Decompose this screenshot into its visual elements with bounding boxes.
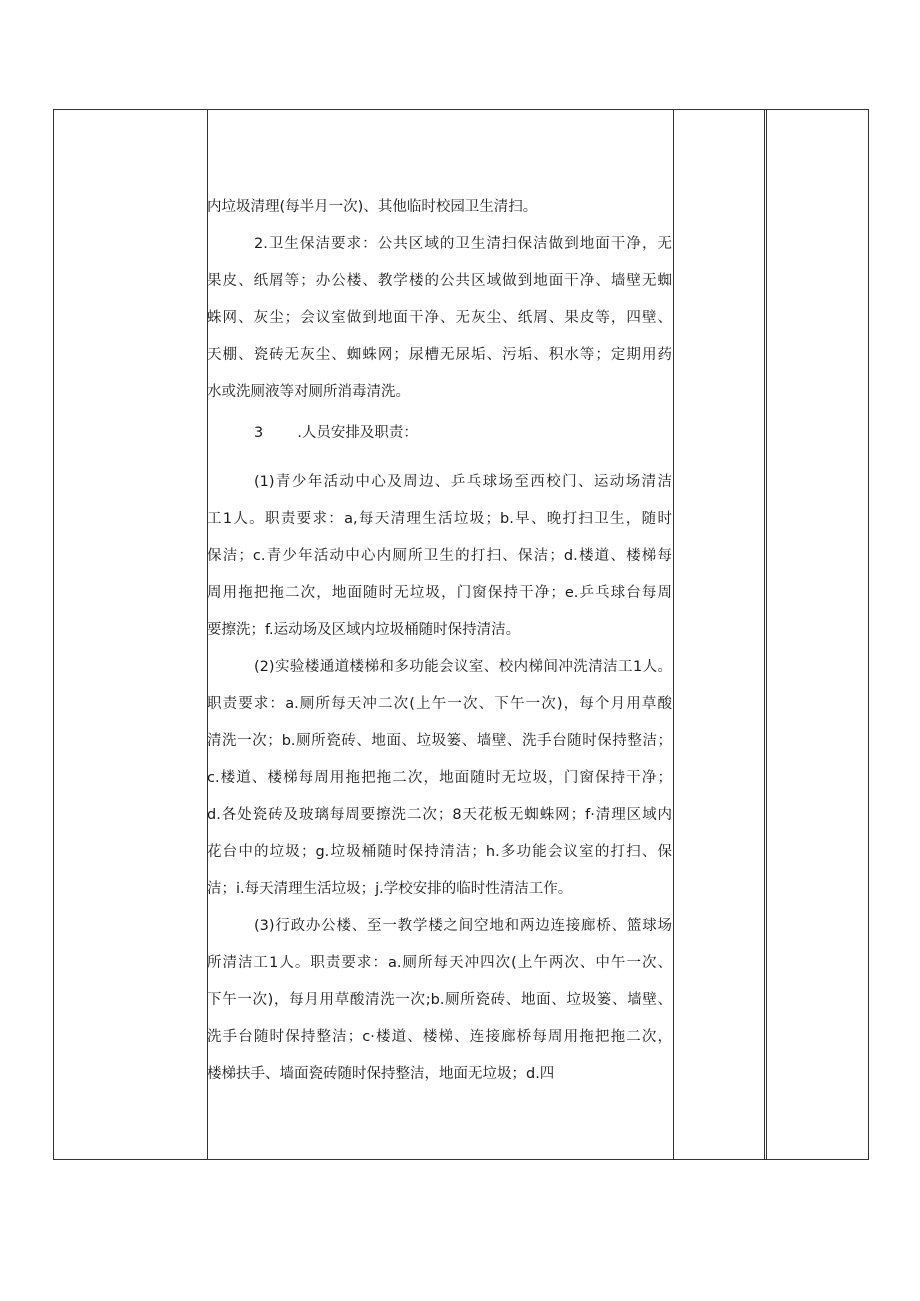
text-line: (3)行政办公楼、至一教学楼之间空地和两边连接廊桥、篮球场 xyxy=(254,918,672,934)
heading-text: .人员安排及职责： xyxy=(297,425,418,441)
text-line: (1)青少年活动中心及周边、乒乓球场至西校门、运动场清洁 xyxy=(254,474,672,490)
text-line: 水或洗厕液等对厕所消毒清洗。 xyxy=(207,384,410,400)
section-heading-3 xyxy=(207,415,672,452)
heading-number: 3 xyxy=(254,425,264,441)
text-line: 清洗一次；b.厕所瓷砖、地面、垃圾篓、墙壁、洗手台随时保持整洁； xyxy=(207,733,672,749)
column-divider-2 xyxy=(673,110,674,1159)
text-line: 花台中的垃圾；g.垃圾桶随时保持清洁；h.多功能会议室的打扫、保 xyxy=(207,844,672,860)
text-line: 蛛网、灰尘；会议室做到地面干净、无灰尘、纸屑、果皮等，四壁、 xyxy=(207,310,672,326)
text-line: d.各处瓷砖及玻璃每周要擦洗二次；8天花板无蜘蛛网；f·清理区域内 xyxy=(207,807,672,823)
text-line: 保洁；c.青少年活动中心内厕所卫生的打扫、保洁；d.楼道、楼梯每 xyxy=(207,548,672,564)
text-line: c.楼道、楼梯每周用拖把拖二次，地面随时无垃圾，门窗保持干净； xyxy=(207,770,672,786)
text-line: 2.卫生保洁要求：公共区域的卫生清扫保洁做到地面干净，无 xyxy=(254,236,672,252)
text-line: 周用拖把拖二次，地面随时无垃圾，门窗保持干净；e.乒乓球台每周 xyxy=(207,585,672,601)
text-line: 要擦洗；f.运动场及区域内垃圾桶随时保持清洁。 xyxy=(207,622,521,638)
text-line: 楼梯扶手、墙面瓷砖随时保持整洁，地面无垃圾；d.四 xyxy=(207,1066,555,1082)
table-content-cell xyxy=(207,189,672,1093)
text-line: 内垃圾清理(每半月一次)、其他临时校园卫生清扫。 xyxy=(207,199,538,215)
text-line: 工1人。职责要求：a,每天清理生活垃圾；b.早、晚打扫卫生，随时 xyxy=(207,511,672,527)
text-line: 天棚、瓷砖无灰尘、蜘蛛网；尿槽无尿垢、污垢、积水等；定期用药 xyxy=(207,347,672,363)
text-line: (2)实验楼通道楼梯和多功能会议室、校内梯间冲洗清洁工1人。 xyxy=(254,659,672,675)
text-line: 职责要求：a.厕所每天冲二次(上午一次、下午一次)，每个月用草酸 xyxy=(207,696,672,712)
text-line: 果皮、纸屑等；办公楼、教学楼的公共区域做到地面干净、墙壁无蜘 xyxy=(207,273,672,289)
column-divider-3 xyxy=(764,110,767,1159)
text-line: 所清洁工1人。职责要求：a.厕所每天冲四次(上午两次、中午一次、 xyxy=(207,955,672,971)
text-line: 洗手台随时保持整洁；c·楼道、楼梯、连接廊桥每周用拖把拖二次， xyxy=(207,1029,672,1045)
text-line: 下午一次)，每月用草酸清洗一次;b.厕所瓷砖、地面、垃圾篓、墙壁、 xyxy=(207,992,672,1008)
text-line: 洁；i.每天清理生活垃圾；j.学校安排的临时性清洁工作。 xyxy=(207,881,573,897)
